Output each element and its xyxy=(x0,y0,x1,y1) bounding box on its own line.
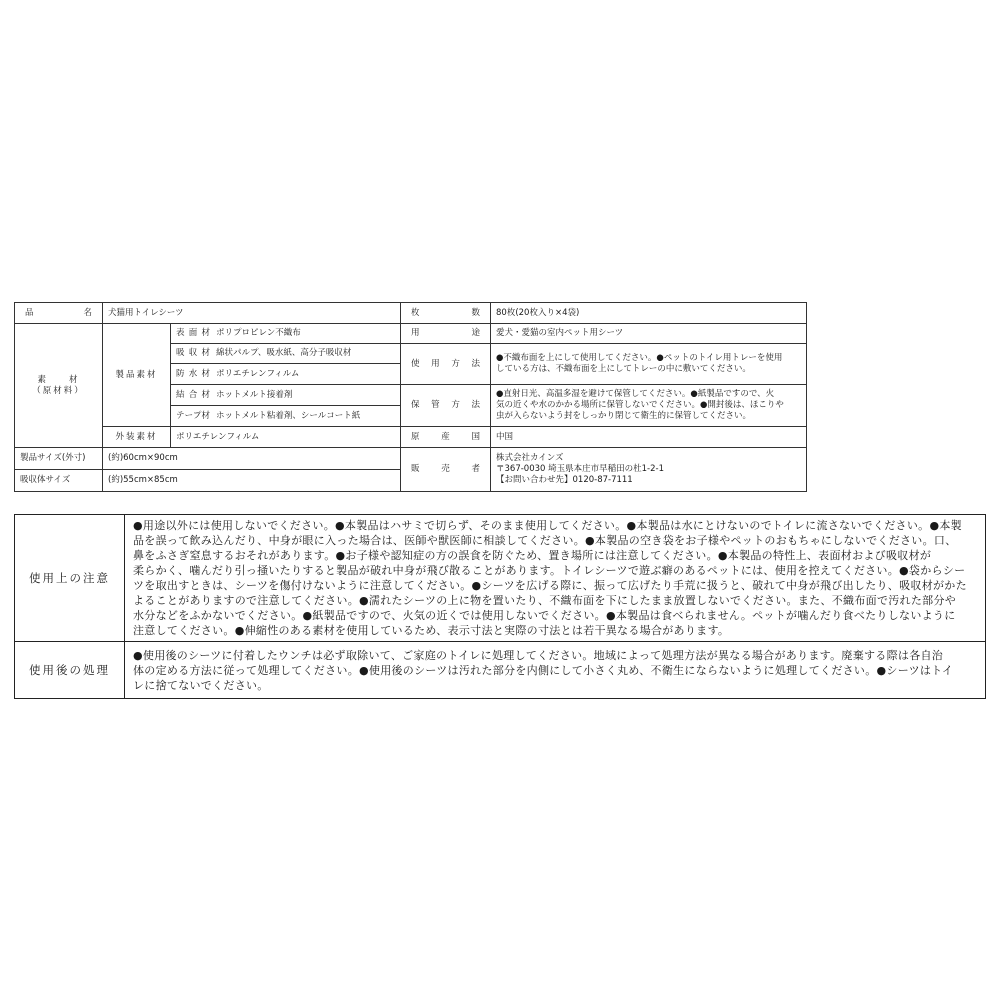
material-part-value: ポリプロピレン不織布 xyxy=(216,328,301,338)
seller-value xyxy=(491,448,807,492)
origin-value: 中国 xyxy=(491,427,807,448)
caution-line: 品を誤って飲み込んだり、中身が眼に入った場合は、医師や獣医師に相談してください。●本製品の空き袋をお子様やペットのおもちゃにしないでください。口、 xyxy=(133,534,957,547)
size-label: 製品サイズ(外寸) xyxy=(15,448,103,470)
usage-caution-label: 使用上の注意 xyxy=(15,515,125,642)
after-use-line: レに捨てないでください。 xyxy=(133,678,269,692)
caution-line: ツを取出すときは、シーツを傷付けないように注意してください。●シーツを広げる際に、振って広げたり手荒に扱うと、破れて中身が飛び出したり、吸収材がかた xyxy=(133,579,967,592)
material-part-label: 防水材 xyxy=(176,368,210,379)
outer-material-label: 外装素材 xyxy=(103,427,171,448)
size-value: (約)60cm×90cm xyxy=(103,448,401,470)
material-part-value: ポリエチレンフィルム xyxy=(216,368,300,379)
outer-material-value: ポリエチレンフィルム xyxy=(171,427,401,448)
caution-line: 注意してください。●伸縮性のある素材を使用しているため、表示寸法と実際の寸法とは若干異なる場合があります。 xyxy=(133,624,730,637)
material-part-label: 結合材 xyxy=(176,389,210,400)
product-name-label: 品 名 xyxy=(15,303,103,324)
caution-line: 鼻をふさぎ窒息するおそれがあります。●お子様や認知症の方の誤食を防ぐため、置き場所には注意してください。●本製品の特性上、表面材および吸収材が xyxy=(133,549,932,562)
caution-line: よることがありますので注意してください。●濡れたシーツの上に物を置いたり、不織布面を下にしたまま放置しないでください。また、不織布面で汚れた部分や xyxy=(133,594,957,607)
storage-line: 気の近くや水のかかる場所に保管しないでください。●開封後は、ほこりや xyxy=(496,400,784,410)
count-label: 枚 数 xyxy=(401,303,491,324)
use-value: 愛犬・愛猫の室内ペット用シーツ xyxy=(491,324,807,344)
material-part-label: 表面材 xyxy=(176,328,210,338)
after-use-text xyxy=(125,642,986,699)
material-label xyxy=(15,324,103,448)
material-part-value: 綿状パルプ、吸水紙、高分子吸収材 xyxy=(216,348,352,358)
absorb-size-label: 吸収体サイズ xyxy=(15,470,103,492)
storage-value xyxy=(491,385,807,427)
material-label-sub: （原材料） xyxy=(32,385,85,396)
material-label-main: 素 材 xyxy=(37,374,80,385)
seller-contact: 【お問い合わせ先】0120-87-7111 xyxy=(496,475,633,485)
origin-label: 原 産 国 xyxy=(401,427,491,448)
material-row-binder xyxy=(171,385,401,406)
storage-line: 虫が入らないよう封をしっかり閉じて衛生的に保管してください。 xyxy=(496,411,752,421)
storage-label: 保管方法 xyxy=(401,385,491,427)
material-row-absorbent xyxy=(171,344,401,364)
material-row-surface xyxy=(171,324,401,344)
how-to-use-line: している方は、不織布面を上にしてトレーの中に敷いてください。 xyxy=(496,364,751,374)
count-value: 80枚(20枚入り×4袋) xyxy=(491,303,807,324)
caution-line: ●用途以外には使用しないでください。●本製品はハサミで切らず、そのまま使用してください。●本製品は水にとけないのでトイレに流さないでください。●本製 xyxy=(133,519,962,532)
how-to-use-value xyxy=(491,344,807,385)
seller-company: 株式会社カインズ xyxy=(496,453,564,463)
material-part-value: ホットメルト粘着剤、シールコート紙 xyxy=(216,410,361,421)
caution-line: 柔らかく、噛んだり引っ掻いたりすると製品が破れ中身が飛び散ることがあります。トイレシーツで遊ぶ癖のあるペットには、使用を控えてください。●袋からシー xyxy=(133,564,966,577)
after-use-line: 体の定める方法に従って処理してください。●使用後のシーツは汚れた部分を内側にして小さく丸め、不衛生にならないように処理してください。●シーツはトイ xyxy=(133,663,954,677)
product-name-value: 犬猫用トイレシーツ xyxy=(103,303,401,324)
product-material-label: 製品素材 xyxy=(103,324,171,427)
how-to-use-label: 使用方法 xyxy=(401,344,491,385)
material-part-label: 吸収材 xyxy=(176,348,210,358)
after-use-label: 使用後の処理 xyxy=(15,642,125,699)
caution-table xyxy=(14,514,986,699)
how-to-use-line: ●不織布面を上にして使用してください。●ペットのトイレ用トレーを使用 xyxy=(496,353,783,363)
seller-address: 〒367-0030 埼玉県本庄市早稲田の杜1-2-1 xyxy=(496,464,664,474)
material-part-label: テープ材 xyxy=(176,410,210,421)
material-row-tape xyxy=(171,406,401,427)
material-row-waterproof xyxy=(171,364,401,385)
seller-label: 販 売 者 xyxy=(401,448,491,492)
storage-line: ●直射日光、高温多湿を避けて保管してください。●紙製品ですので、火 xyxy=(496,389,775,399)
usage-caution-text xyxy=(125,515,986,642)
absorb-size-value: (約)55cm×85cm xyxy=(103,470,401,492)
spec-table xyxy=(14,302,807,492)
caution-line: 水分などをふかないでください。●紙製品ですので、火気の近くでは使用しないでください。●本製品は食べられません。ペットが噛んだり食べたりしないように xyxy=(133,609,956,622)
material-part-value: ホットメルト接着剤 xyxy=(216,389,293,400)
use-label: 用 途 xyxy=(401,324,491,344)
after-use-line: ●使用後のシーツに付着したウンチは必ず取除いて、ご家庭のトイレに処理してください。地域によって処理方法が異なる場合があります。廃棄する際は各自治 xyxy=(133,648,944,662)
